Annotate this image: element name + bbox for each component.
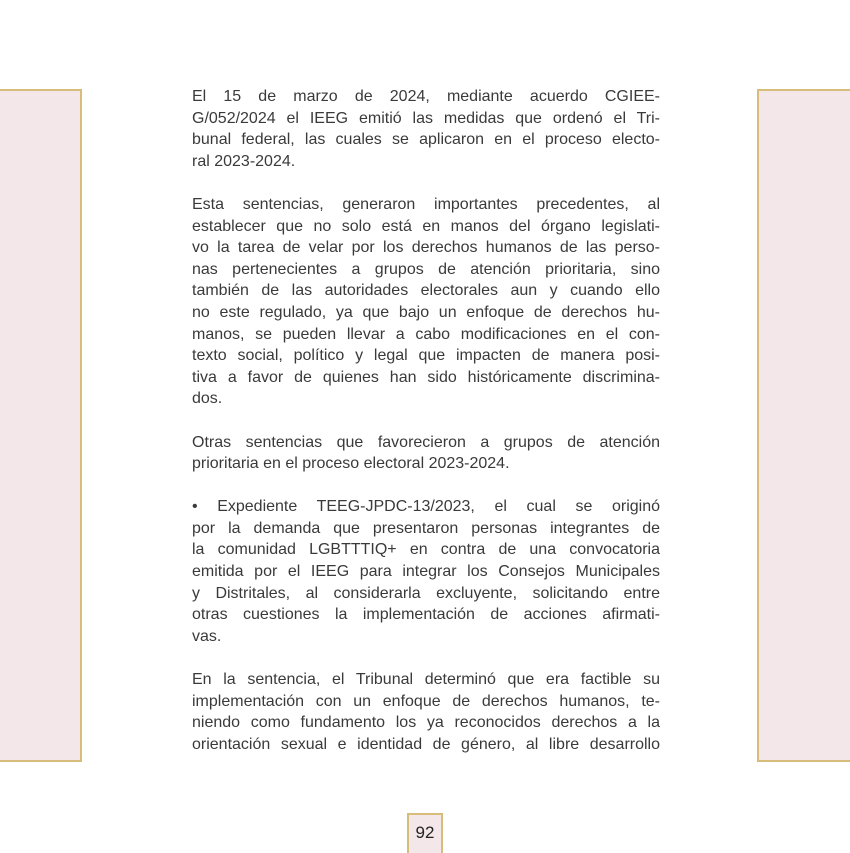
paragraph [192,86,660,172]
text-line: prioritaria en el proceso electoral 2023-2024. [192,455,510,473]
text-line: implementación con un enfoque de derechos humanos, te- [192,692,660,710]
text-line: ral 2023-2024. [192,152,296,170]
paragraph [192,432,660,475]
left-decorative-panel [0,89,82,762]
page-number: 92 [407,813,443,853]
text-line: no este regulado, ya que bajo un enfoque de derechos hu- [192,303,660,321]
text-line: nas pertenecientes a grupos de atención prioritaria, sino [192,260,660,278]
text-line: tiva a favor de quienes han sido históricamente discrimina- [192,368,660,386]
text-line: la comunidad LGBTTTIQ+ en contra de una convocatoria [192,541,660,559]
text-line: por la demanda que presentaron personas integrantes de [192,519,660,537]
text-line: En la sentencia, el Tribunal determinó que era factible su [192,671,660,689]
text-line: Otras sentencias que favorecieron a grupos de atención [192,433,660,451]
paragraph [192,194,660,410]
text-line: también de las autoridades electorales aun y cuando ello [192,282,660,300]
text-line: texto social, político y legal que impacten de manera posi- [192,347,660,365]
paragraph [192,669,660,755]
text-line: orientación sexual e identidad de género, al libre desarrollo [192,735,660,753]
text-line: emitida por el IEEG para integrar los Consejos Municipales [192,563,660,581]
text-line: Esta sentencias, generaron importantes precedentes, al [192,195,660,213]
text-line: vo la tarea de velar por los derechos humanos de las perso- [192,239,660,257]
paragraph [192,496,660,647]
text-line: vas. [192,627,222,645]
text-line: bunal federal, las cuales se aplicaron en el proceso electo- [192,131,660,149]
text-line: otras cuestiones la implementación de acciones afirmati- [192,606,660,624]
text-line: El 15 de marzo de 2024, mediante acuerdo CGIEE- [192,88,660,105]
text-line: establecer que no solo está en manos del órgano legislati- [192,217,660,235]
body-text [192,86,660,777]
text-line: • Expediente TEEG-JPDC-13/2023, el cual se originó [192,498,660,516]
text-line: niendo como fundamento los ya reconocidos derechos a la [192,714,660,732]
text-line: manos, se pueden llevar a cabo modificaciones en el con- [192,325,660,343]
text-line: dos. [192,390,223,408]
text-line: G/052/2024 el IEEG emitió las medidas que ordenó el Tri- [192,109,660,127]
text-line: y Distritales, al considerarla excluyente, solicitando entre [192,584,660,602]
right-decorative-panel [757,89,850,762]
